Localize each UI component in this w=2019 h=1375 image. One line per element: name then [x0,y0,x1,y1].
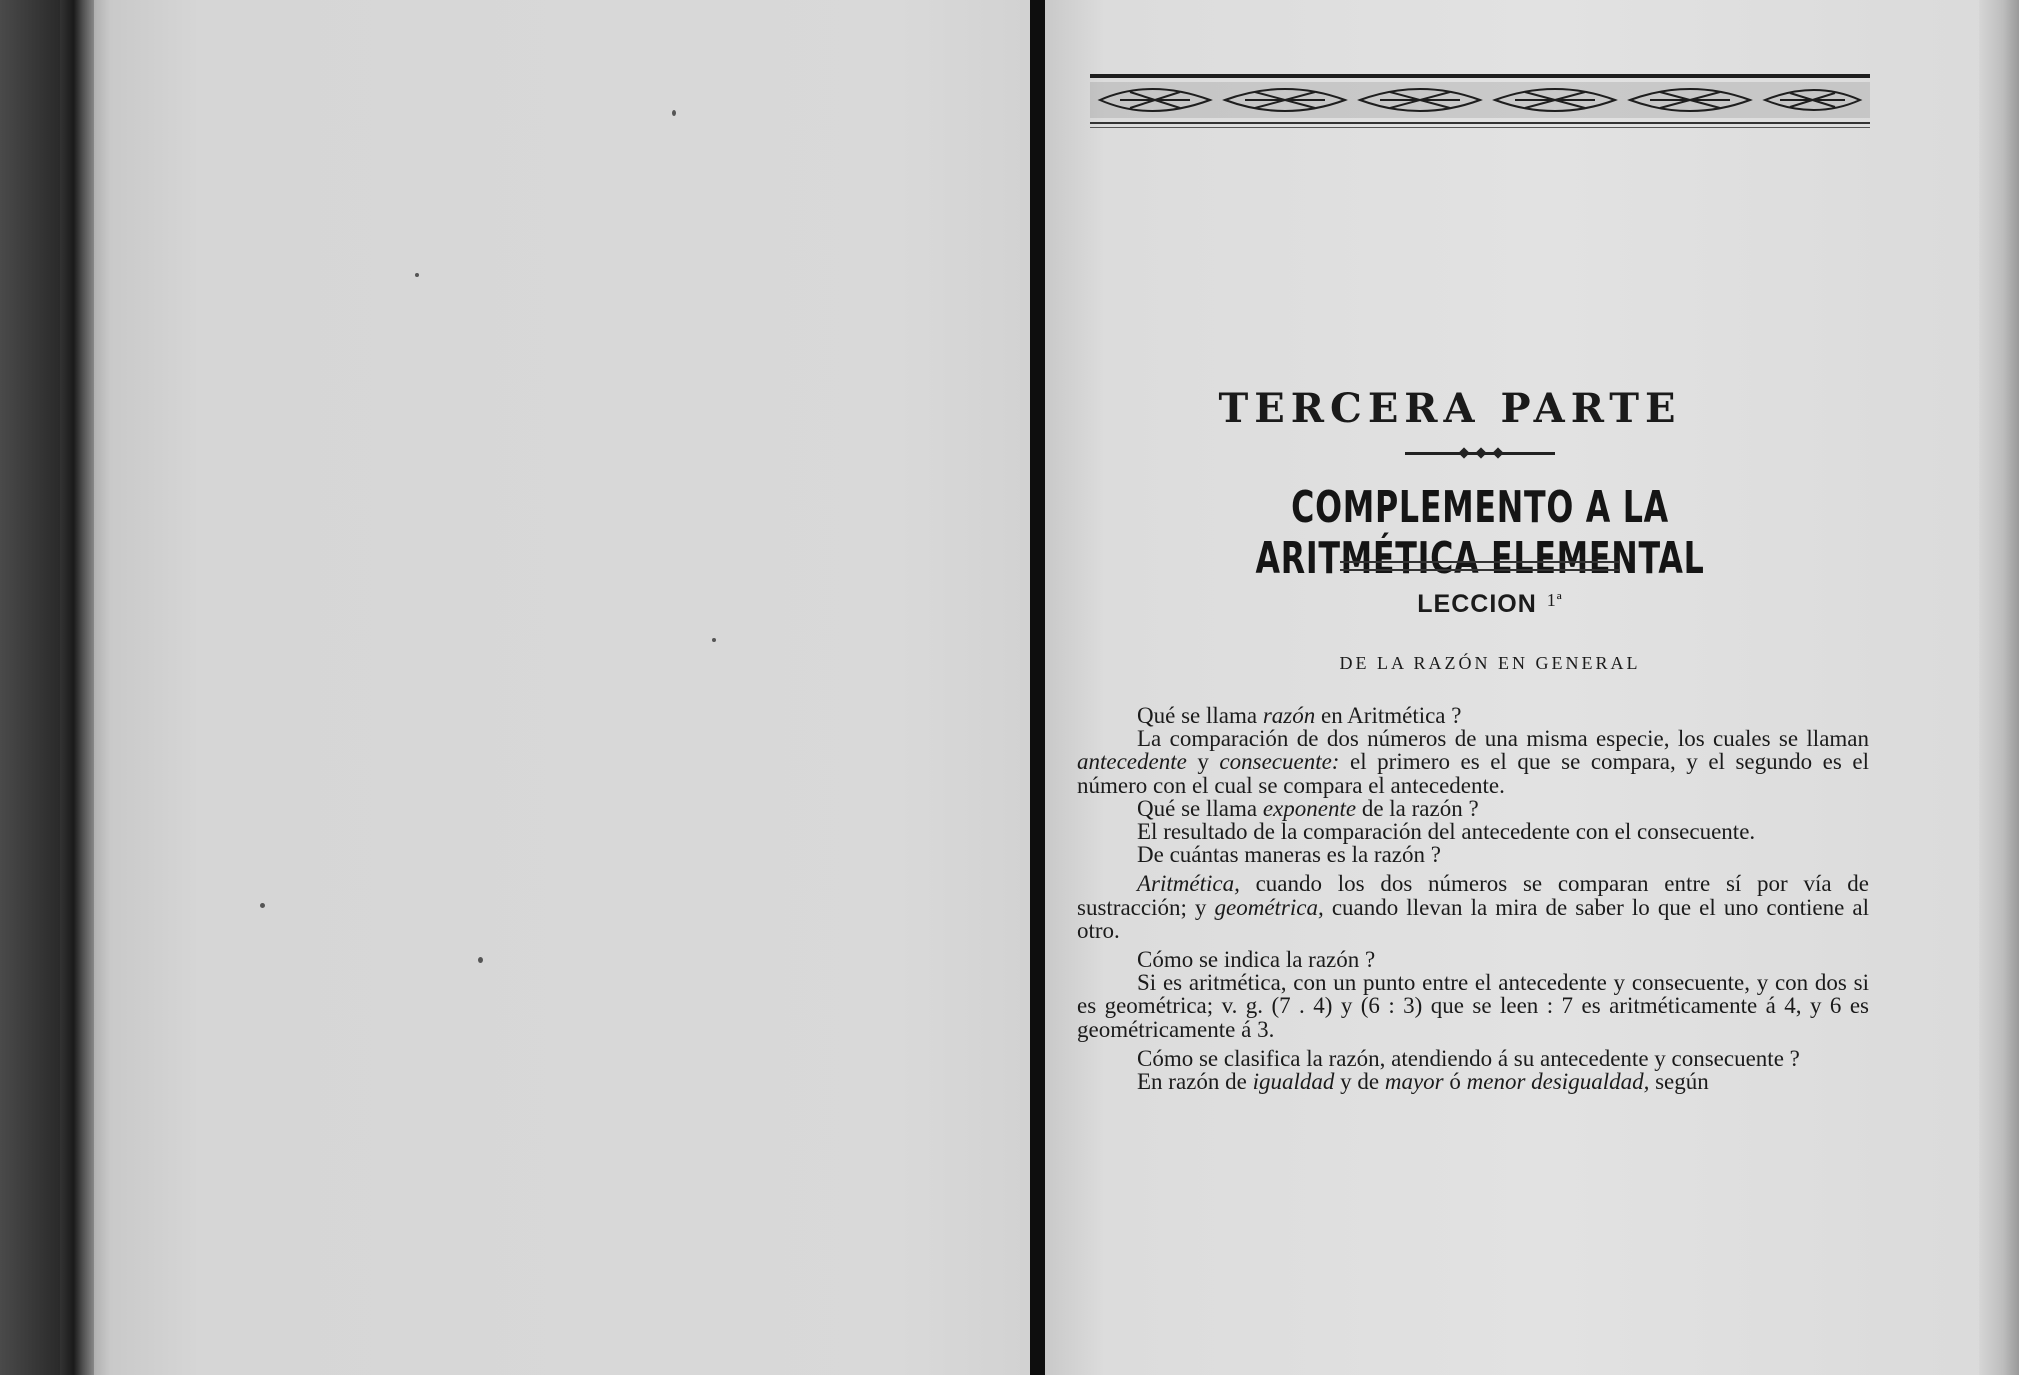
lesson-number: 1ª [1546,590,1563,610]
answer-paragraph: La comparación de dos números de una misma especie, los cuales se llaman antecedente y consecuente: el primero es el que se compara, y el segundo es el número con el cual se compara el antecedente. [1077,726,1869,798]
paper-speck [712,638,716,642]
section-title: DE LA RAZÓN EN GENERAL [1339,653,1641,673]
question-paragraph: Cómo se clasifica la razón, atendiendo á su antecedente y consecuente ? [1137,1045,1800,1071]
answer-paragraph: En razón de igualdad y de mayor ó menor desigualdad, según [1137,1069,1709,1095]
page-edge-shadow [1979,0,2019,1375]
question-paragraph: Cómo se indica la razón ? [1137,947,1376,973]
lesson-body-text [1077,704,1869,1093]
paper-speck [415,273,419,277]
paper-speck [478,957,483,963]
lesson-label: LECCION [1417,590,1537,618]
paper-speck [260,903,265,908]
question-paragraph: De cuántas maneras es la razón ? [1137,842,1441,868]
question-paragraph: Qué se llama exponente de la razón ? [1137,795,1479,821]
answer-paragraph: El resultado de la comparación del antecedente con el consecuente. [1137,819,1756,845]
lesson-heading [1390,590,1590,619]
book-gutter [1030,0,1045,1375]
book-spine-shadow [60,0,94,1375]
double-rule-divider [1340,561,1620,571]
right-page [1045,0,2019,1375]
answer-paragraph: Aritmética, cuando los dos números se comparan entre sí por vía de sustracción; y geométrica, cuando llevan la mira de saber lo que el uno contiene al otro. [1077,871,1869,943]
title-ornament-rule [1405,452,1555,455]
paper-speck [672,110,676,116]
answer-paragraph: Si es aritmética, con un punto entre el antecedente y consecuente, y con dos si es geométrica; v. g. (7 . 4) y (6 : 3) que se leen : 7 es aritméticamente á 4, y 6 es geométricamente á 3. [1077,970,1869,1042]
main-title: COMPLEMENTO A LA ARITMÉTICA ELEMENTAL [1255,482,1705,584]
part-title: TERCERA PARTE [1218,385,1682,432]
ornamental-header-band [1090,70,1870,130]
question-paragraph: Qué se llama razón en Aritmética ? [1137,703,1462,728]
